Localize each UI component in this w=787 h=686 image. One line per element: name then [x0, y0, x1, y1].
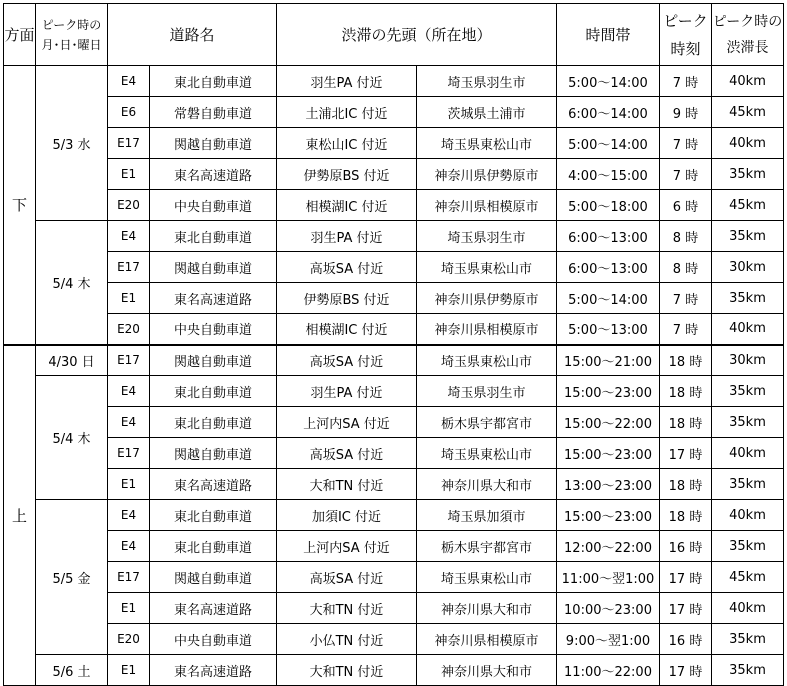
- road-name-cell: 常磐自動車道: [150, 97, 277, 128]
- road-name-cell: 東名高速道路: [150, 283, 277, 314]
- peak-date-cell: 5/4 木: [36, 221, 108, 345]
- header-peak-length: ピーク時の渋滞長: [712, 4, 784, 66]
- location-cell: 埼玉県羽生市: [417, 66, 557, 97]
- time-range-cell: 9:00～翌1:00: [557, 624, 660, 655]
- peak-time-cell: 16 時: [660, 531, 712, 562]
- congestion-head-cell: 相模湖IC 付近: [277, 314, 417, 345]
- road-code-cell: E1: [108, 283, 150, 314]
- time-range-cell: 6:00～13:00: [557, 252, 660, 283]
- road-code-cell: E17: [108, 562, 150, 593]
- table-row: [4, 283, 784, 314]
- time-range-cell: 12:00～22:00: [557, 531, 660, 562]
- road-name-cell: 関越自動車道: [150, 345, 277, 376]
- congestion-head-cell: 加須IC 付近: [277, 500, 417, 531]
- direction-down: 下: [4, 66, 36, 345]
- table-row: [4, 438, 784, 469]
- peak-date-cell: 5/4 木: [36, 376, 108, 500]
- table-row: [4, 655, 784, 686]
- peak-length-cell: 30km: [712, 345, 784, 376]
- road-code-cell: E4: [108, 407, 150, 438]
- peak-time-cell: 18 時: [660, 345, 712, 376]
- time-range-cell: 6:00～14:00: [557, 97, 660, 128]
- congestion-forecast-table: [3, 3, 784, 686]
- congestion-head-cell: 大和TN 付近: [277, 593, 417, 624]
- table-row: [4, 66, 784, 97]
- header-peak-time: ピーク時刻: [660, 4, 712, 66]
- peak-length-cell: 35km: [712, 469, 784, 500]
- peak-length-cell: 35km: [712, 221, 784, 252]
- table-row: [4, 314, 784, 345]
- time-range-cell: 4:00～15:00: [557, 159, 660, 190]
- header-direction: 方面: [4, 4, 36, 66]
- table-body: [4, 66, 784, 686]
- location-cell: 茨城県土浦市: [417, 97, 557, 128]
- peak-time-cell: 7 時: [660, 159, 712, 190]
- road-name-cell: 東名高速道路: [150, 655, 277, 686]
- table-row: [4, 531, 784, 562]
- road-code-cell: E17: [108, 128, 150, 159]
- congestion-head-cell: 東松山IC 付近: [277, 128, 417, 159]
- peak-time-cell: 18 時: [660, 500, 712, 531]
- table-row: [4, 221, 784, 252]
- peak-time-cell: 17 時: [660, 562, 712, 593]
- congestion-head-cell: 上河内SA 付近: [277, 407, 417, 438]
- time-range-cell: 6:00～13:00: [557, 221, 660, 252]
- table-row: [4, 252, 784, 283]
- peak-length-cell: 35km: [712, 159, 784, 190]
- road-code-cell: E4: [108, 221, 150, 252]
- location-cell: 神奈川県大和市: [417, 469, 557, 500]
- time-range-cell: 11:00～翌1:00: [557, 562, 660, 593]
- table-row: [4, 500, 784, 531]
- congestion-head-cell: 羽生PA 付近: [277, 66, 417, 97]
- congestion-head-cell: 大和TN 付近: [277, 655, 417, 686]
- header-head-location: 渋滞の先頭（所在地）: [277, 4, 557, 66]
- direction-up: 上: [4, 345, 36, 686]
- location-cell: 神奈川県相模原市: [417, 314, 557, 345]
- header-time-range: 時間帯: [557, 4, 660, 66]
- congestion-head-cell: 羽生PA 付近: [277, 376, 417, 407]
- header-row: [4, 4, 784, 66]
- congestion-head-cell: 大和TN 付近: [277, 469, 417, 500]
- time-range-cell: 5:00～14:00: [557, 128, 660, 159]
- peak-time-cell: 18 時: [660, 376, 712, 407]
- congestion-head-cell: 相模湖IC 付近: [277, 190, 417, 221]
- road-code-cell: E6: [108, 97, 150, 128]
- road-code-cell: E17: [108, 252, 150, 283]
- table-row: [4, 190, 784, 221]
- location-cell: 神奈川県大和市: [417, 593, 557, 624]
- location-cell: 埼玉県東松山市: [417, 438, 557, 469]
- road-name-cell: 関越自動車道: [150, 252, 277, 283]
- peak-time-cell: 17 時: [660, 655, 712, 686]
- peak-length-cell: 40km: [712, 500, 784, 531]
- time-range-cell: 5:00～14:00: [557, 283, 660, 314]
- table-row: [4, 562, 784, 593]
- time-range-cell: 5:00～14:00: [557, 66, 660, 97]
- time-range-cell: 5:00～13:00: [557, 314, 660, 345]
- road-name-cell: 中央自動車道: [150, 314, 277, 345]
- road-code-cell: E1: [108, 655, 150, 686]
- peak-time-cell: 6 時: [660, 190, 712, 221]
- peak-time-cell: 7 時: [660, 314, 712, 345]
- peak-time-cell: 17 時: [660, 593, 712, 624]
- peak-length-cell: 45km: [712, 97, 784, 128]
- time-range-cell: 10:00～23:00: [557, 593, 660, 624]
- location-cell: 栃木県宇都宮市: [417, 531, 557, 562]
- road-code-cell: E1: [108, 469, 150, 500]
- road-code-cell: E4: [108, 531, 150, 562]
- congestion-head-cell: 伊勢原BS 付近: [277, 159, 417, 190]
- road-code-cell: E1: [108, 159, 150, 190]
- road-code-cell: E1: [108, 593, 150, 624]
- congestion-head-cell: 高坂SA 付近: [277, 345, 417, 376]
- congestion-head-cell: 高坂SA 付近: [277, 562, 417, 593]
- peak-length-cell: 35km: [712, 407, 784, 438]
- road-code-cell: E4: [108, 500, 150, 531]
- peak-date-cell: 5/3 水: [36, 66, 108, 221]
- peak-time-cell: 16 時: [660, 624, 712, 655]
- time-range-cell: 15:00～23:00: [557, 376, 660, 407]
- peak-length-cell: 35km: [712, 531, 784, 562]
- location-cell: 栃木県宇都宮市: [417, 407, 557, 438]
- road-name-cell: 東北自動車道: [150, 531, 277, 562]
- road-name-cell: 東北自動車道: [150, 500, 277, 531]
- peak-length-cell: 30km: [712, 252, 784, 283]
- peak-length-cell: 35km: [712, 655, 784, 686]
- location-cell: 埼玉県東松山市: [417, 252, 557, 283]
- peak-length-cell: 35km: [712, 283, 784, 314]
- peak-time-cell: 7 時: [660, 128, 712, 159]
- road-code-cell: E20: [108, 314, 150, 345]
- peak-time-cell: 9 時: [660, 97, 712, 128]
- location-cell: 埼玉県加須市: [417, 500, 557, 531]
- peak-date-cell: 5/5 金: [36, 500, 108, 655]
- road-name-cell: 東名高速道路: [150, 469, 277, 500]
- peak-length-cell: 40km: [712, 66, 784, 97]
- location-cell: 埼玉県東松山市: [417, 562, 557, 593]
- peak-date-cell: 4/30 日: [36, 345, 108, 376]
- header-peak-date: ピーク時の月･日･曜日: [36, 4, 108, 66]
- road-code-cell: E17: [108, 345, 150, 376]
- time-range-cell: 15:00～23:00: [557, 500, 660, 531]
- table-row: [4, 407, 784, 438]
- road-name-cell: 東名高速道路: [150, 159, 277, 190]
- road-code-cell: E4: [108, 66, 150, 97]
- peak-time-cell: 7 時: [660, 283, 712, 314]
- road-name-cell: 関越自動車道: [150, 128, 277, 159]
- road-name-cell: 関越自動車道: [150, 438, 277, 469]
- location-cell: 神奈川県伊勢原市: [417, 283, 557, 314]
- congestion-head-cell: 羽生PA 付近: [277, 221, 417, 252]
- location-cell: 埼玉県羽生市: [417, 376, 557, 407]
- road-name-cell: 中央自動車道: [150, 190, 277, 221]
- peak-time-cell: 8 時: [660, 221, 712, 252]
- congestion-head-cell: 土浦北IC 付近: [277, 97, 417, 128]
- peak-time-cell: 18 時: [660, 407, 712, 438]
- road-name-cell: 東北自動車道: [150, 407, 277, 438]
- time-range-cell: 13:00～23:00: [557, 469, 660, 500]
- time-range-cell: 15:00～22:00: [557, 407, 660, 438]
- table-row: [4, 376, 784, 407]
- peak-time-cell: 17 時: [660, 438, 712, 469]
- table-row: [4, 97, 784, 128]
- peak-time-cell: 7 時: [660, 66, 712, 97]
- header-road: 道路名: [108, 4, 277, 66]
- road-name-cell: 東北自動車道: [150, 376, 277, 407]
- peak-length-cell: 35km: [712, 376, 784, 407]
- table-row: [4, 159, 784, 190]
- peak-length-cell: 45km: [712, 562, 784, 593]
- peak-length-cell: 45km: [712, 190, 784, 221]
- congestion-head-cell: 高坂SA 付近: [277, 438, 417, 469]
- table-row: [4, 128, 784, 159]
- peak-time-cell: 18 時: [660, 469, 712, 500]
- peak-length-cell: 40km: [712, 593, 784, 624]
- location-cell: 埼玉県東松山市: [417, 345, 557, 376]
- road-name-cell: 関越自動車道: [150, 562, 277, 593]
- road-name-cell: 東北自動車道: [150, 66, 277, 97]
- congestion-head-cell: 高坂SA 付近: [277, 252, 417, 283]
- road-code-cell: E17: [108, 438, 150, 469]
- table-row: [4, 624, 784, 655]
- time-range-cell: 15:00～21:00: [557, 345, 660, 376]
- location-cell: 神奈川県相模原市: [417, 624, 557, 655]
- congestion-head-cell: 小仏TN 付近: [277, 624, 417, 655]
- road-code-cell: E20: [108, 190, 150, 221]
- location-cell: 神奈川県伊勢原市: [417, 159, 557, 190]
- road-name-cell: 東北自動車道: [150, 221, 277, 252]
- peak-length-cell: 35km: [712, 624, 784, 655]
- table-row: [4, 345, 784, 376]
- peak-date-cell: 5/6 土: [36, 655, 108, 686]
- congestion-head-cell: 上河内SA 付近: [277, 531, 417, 562]
- table-row: [4, 593, 784, 624]
- time-range-cell: 11:00～22:00: [557, 655, 660, 686]
- peak-length-cell: 40km: [712, 438, 784, 469]
- location-cell: 神奈川県相模原市: [417, 190, 557, 221]
- road-code-cell: E4: [108, 376, 150, 407]
- congestion-head-cell: 伊勢原BS 付近: [277, 283, 417, 314]
- location-cell: 神奈川県大和市: [417, 655, 557, 686]
- road-name-cell: 中央自動車道: [150, 624, 277, 655]
- road-code-cell: E20: [108, 624, 150, 655]
- location-cell: 埼玉県羽生市: [417, 221, 557, 252]
- peak-length-cell: 40km: [712, 128, 784, 159]
- peak-time-cell: 8 時: [660, 252, 712, 283]
- time-range-cell: 5:00～18:00: [557, 190, 660, 221]
- table-row: [4, 469, 784, 500]
- location-cell: 埼玉県東松山市: [417, 128, 557, 159]
- time-range-cell: 15:00～23:00: [557, 438, 660, 469]
- road-name-cell: 東名高速道路: [150, 593, 277, 624]
- peak-length-cell: 40km: [712, 314, 784, 345]
